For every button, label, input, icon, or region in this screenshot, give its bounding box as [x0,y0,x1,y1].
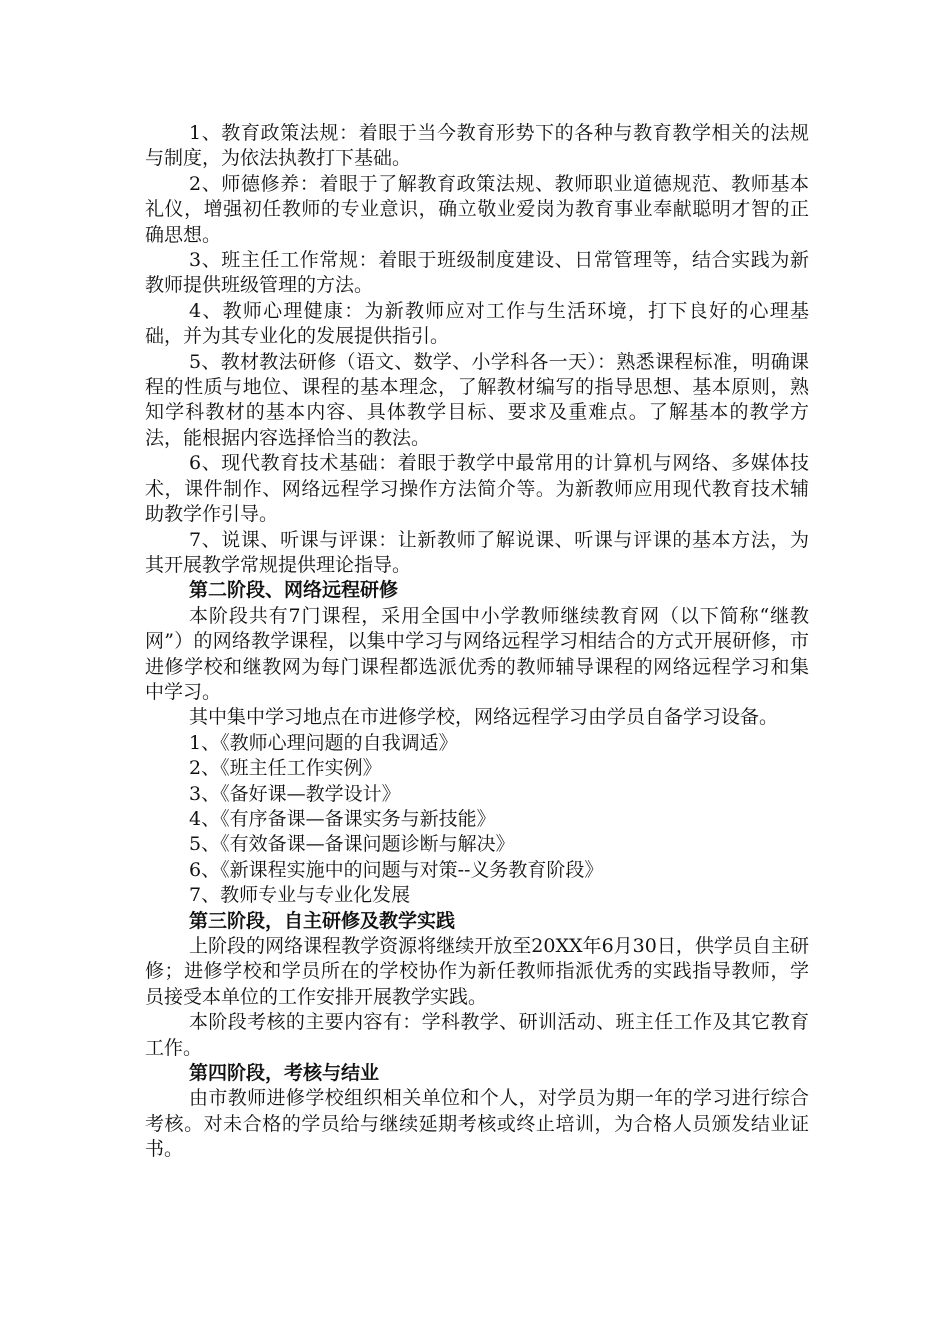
paragraph-course-4: 4、教师心理健康：为新教师应对工作与生活环境，打下良好的心理基础，并为其专业化的发展提供指引。 [145,299,809,348]
paragraph-stage-3-assessment: 本阶段考核的主要内容有：学科教学、研训活动、班主任工作及其它教育工作。 [145,1011,809,1059]
paragraph-stage-4-intro: 由市教师进修学校组织相关单位和个人，对学员为期一年的学习进行综合考核。对未合格的学员给与继续延期考核或终止培训，为合格人员颁发结业证书。 [145,1087,809,1161]
paragraph-stage-3-intro: 上阶段的网络课程教学资源将继续开放至20XX年6月30日，供学员自主研修；进修学校和学员所在的学校协作为新任教师指派优秀的实践指导教师，学员接受本单位的工作安排开展教学实践。 [145,935,809,1008]
paragraph-course-3: 3、班主任工作常规：着眼于班级制度建设、日常管理等，结合实践为新教师提供班级管理的方法。 [145,249,809,297]
list-item-online-course-5: 5、《有效备课—备课问题诊断与解决》 [189,833,515,856]
paragraph-course-2: 2、师德修养：着眼于了解教育政策法规、教师职业道德规范、教师基本礼仪，增强初任教师的专业意识，确立敬业爱岗为教育事业奉献聪明才智的正确思想。 [145,172,809,246]
section-heading-stage-4: 第四阶段，考核与结业 [189,1062,380,1085]
paragraph-course-6: 6、现代教育技术基础：着眼于教学中最常用的计算机与网络、多媒体技术，课件制作、网络远程学习操作方法简介等。为新教师应用现代教育技术辅助教学作引导。 [145,452,809,526]
section-heading-stage-2: 第二阶段、网络远程研修 [189,579,399,602]
list-item-online-course-7: 7、教师专业与专业化发展 [189,884,411,907]
list-item-online-course-6: 6、《新课程实施中的问题与对策--义务教育阶段》 [189,858,604,881]
paragraph-stage-2-location: 其中集中学习地点在市进修学校，网络远程学习由学员自备学习设备。 [189,706,779,729]
paragraph-course-5: 5、教材教法研修（语文、数学、小学科各一天）：熟悉课程标准，明确课程的性质与地位、课程的基本理念，了解教材编写的指导思想、基本原则，熟知学科教材的基本内容、具体教学目标、要求及重难点。了解基本的教学方法，能根据内容选择恰当的教法。 [145,350,809,449]
list-item-online-course-1: 1、《教师心理问题的自我调适》 [189,731,458,754]
document-body [145,121,809,1163]
paragraph-stage-2-intro: 本阶段共有7门课程，采用全国中小学教师继续教育网（以下简称“继教网”）的网络教学课程，以集中学习与网络远程学习相结合的方式开展研修，市进修学校和继教网为每门课程都选派优秀的教师辅导课程的网络远程学习和集中学习。 [145,604,809,703]
paragraph-course-7: 7、说课、听课与评课：让新教师了解说课、听课与评课的基本方法，为其开展教学常规提供理论指导。 [145,528,809,576]
section-heading-stage-3: 第三阶段，自主研修及教学实践 [189,909,456,932]
list-item-online-course-3: 3、《备好课—教学设计》 [189,782,401,805]
list-item-online-course-2: 2、《班主任工作实例》 [189,757,382,780]
paragraph-course-1: 1、教育政策法规：着眼于当今教育形势下的各种与教育教学相关的法规与制度，为依法执教打下基础。 [145,122,809,170]
list-item-online-course-4: 4、《有序备课—备课实务与新技能》 [189,807,496,830]
